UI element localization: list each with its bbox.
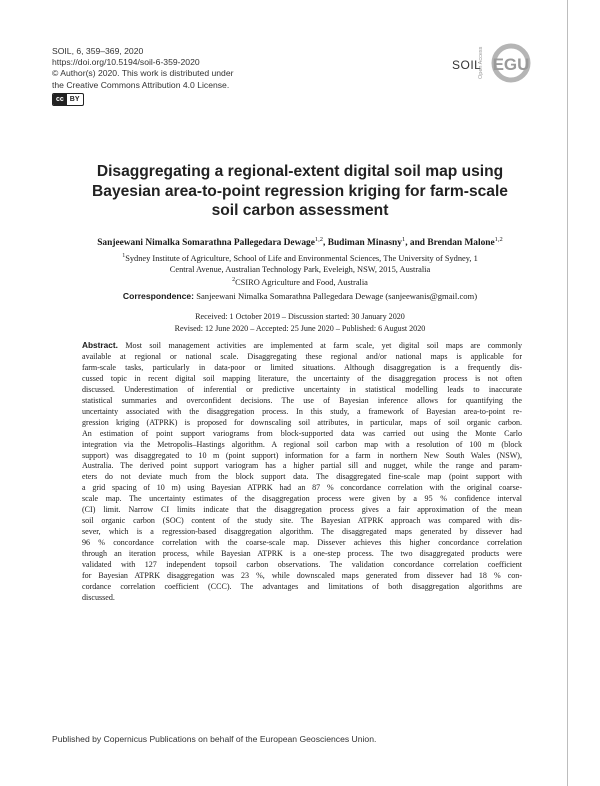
abstract-line: (CI) limit. Narrow CI limits indicate that the disaggregation process gives a fair approximation of the mean bbox=[82, 505, 522, 515]
affiliation-2 bbox=[80, 275, 520, 288]
cc-badge-label: cc bbox=[53, 94, 67, 105]
correspondence-text[interactable]: Sanjeewani Nimalka Somarathna Pallegedara Dewage (sanjeewanis@gmail.com) bbox=[194, 291, 478, 301]
egu-logo-text: EGU bbox=[492, 55, 530, 74]
affiliation-1 bbox=[80, 251, 520, 264]
author-list bbox=[40, 234, 560, 249]
affiliations bbox=[80, 251, 520, 288]
abstract-text: Most soil management activities are implemented at farm scale, yet digital soil maps are commonly bbox=[117, 341, 522, 350]
abstract-line: discussed. Underestimation of inferential or predictive uncertainty in statistical modelling leads to inaccurate bbox=[82, 384, 522, 394]
paper-title bbox=[60, 162, 540, 221]
title-line: Bayesian area-to-point regression kriging for farm-scale bbox=[92, 182, 508, 200]
abstract-line: available at regional or national scale. Disaggregating these regional and/or national maps is applicable for bbox=[82, 351, 522, 361]
correspondence-label: Correspondence: bbox=[122, 291, 195, 301]
correspondence bbox=[40, 291, 560, 301]
author-separator: , bbox=[323, 238, 328, 249]
abstract-line: uncertainty associated with the disaggregation process. In this study, a framework of Bayesian area-to-point re- bbox=[82, 406, 522, 416]
dates-line: Revised: 12 June 2020 – Accepted: 25 June 2020 – Published: 6 August 2020 bbox=[174, 323, 426, 333]
abstract-line: Australia. The derived point support variogram has a higher partial sill and nugget, while the range and param- bbox=[82, 461, 522, 471]
abstract-line: farm-scale tasks, particularly in data-poor or limited situations. Although disaggregation is a frequently dis- bbox=[82, 362, 522, 372]
abstract-last-line: discussed. bbox=[82, 592, 115, 602]
cc-by-license-icon[interactable] bbox=[52, 93, 84, 106]
abstract-line: validated with 127 independent topsoil carbon observations. The validation concordance correlation coefficient bbox=[82, 560, 522, 570]
publisher-footer: Published by Copernicus Publications on behalf of the European Geosciences Union. bbox=[52, 734, 377, 744]
title-line: soil carbon assessment bbox=[211, 202, 389, 219]
abstract-line: support) was disaggregated to 10 m (point support) information for a farm in northern New South Wales (NSW), bbox=[82, 450, 522, 460]
abstract-line: soil organic carbon (SOC) content of the study site. The Bayesian ATPRK approach was compared with dis- bbox=[82, 516, 522, 526]
affiliation-text: CSIRO Agriculture and Food, Australia bbox=[235, 278, 368, 287]
journal-reference: SOIL, 6, 359–369, 2020 bbox=[52, 46, 144, 56]
author-separator: , and bbox=[405, 238, 428, 249]
open-access-label: Open Access bbox=[478, 46, 484, 80]
author-name: Budiman Minasny bbox=[327, 238, 402, 249]
journal-name: SOIL bbox=[452, 58, 482, 72]
author-affiliation-marker: 1,2 bbox=[314, 236, 324, 243]
abstract-line: 96 % concordance correlation with the coarse-scale map. Dissever achieves this higher concordance correlation bbox=[82, 538, 522, 548]
abstract-first-line bbox=[82, 340, 522, 352]
journal-logo bbox=[452, 40, 552, 86]
article-meta bbox=[52, 46, 233, 106]
license-line-2: the Creative Commons Attribution 4.0 License. bbox=[52, 79, 230, 90]
abstract-line: through an iteration process, while Bayesian ATPRK is a one-step process. The two disaggregated products were bbox=[82, 549, 522, 559]
author-name: Sanjeewani Nimalka Somarathna Pallegedara Dewage bbox=[97, 238, 315, 249]
author-affiliation-marker: 1,2 bbox=[494, 236, 503, 243]
abstract-line: integration via the Metropolis–Hastings algorithm. A regional soil carbon map with a resolution of 100 m (block bbox=[82, 439, 522, 449]
abstract-line: statistical summaries and overconfident decisions. The use of Bayesian inference allows for quantifying the bbox=[82, 395, 522, 405]
abstract-line: cordance correlation coefficient (CCC). The advantages and limitations of both disaggregation algorithms are bbox=[82, 581, 522, 591]
doi-link[interactable]: https://doi.org/10.5194/soil-6-359-2020 bbox=[52, 57, 200, 68]
abstract-line: a grid spacing of 10 m) using Bayesian ATPRK had an 87 % concordance correlation with the original coarse- bbox=[82, 483, 522, 493]
author-affiliation-marker: 1 bbox=[401, 236, 406, 243]
page-margin-rule bbox=[567, 0, 568, 786]
publication-dates bbox=[100, 311, 500, 334]
abstract-line: for Bayesian ATPRK disaggregation was 23 %, while downscaled maps generated from dissever had 18 % con- bbox=[82, 571, 522, 581]
affiliation-marker: 1 bbox=[122, 253, 126, 259]
abstract-line: sever, which is a regression-based disaggregation algorithm. The disaggregated maps generated by dissever had bbox=[82, 527, 522, 537]
abstract-label: Abstract. bbox=[82, 340, 118, 350]
abstract-line: eters do not deviate much from the block support data. The disaggregated fine-scale map (point support with bbox=[82, 472, 522, 482]
abstract-line: An estimation of point support variograms from block-supported data was carried out using the Monte Carlo bbox=[82, 428, 522, 438]
affiliation-text: Sydney Institute of Agriculture, School of Life and Environmental Sciences, The University of Sydney, 1 bbox=[125, 253, 478, 263]
dates-line: Received: 1 October 2019 – Discussion started: 30 January 2020 bbox=[195, 312, 405, 321]
affiliation-1-cont: Central Avenue, Australian Technology Park, Eveleigh, NSW, 2015, Australia bbox=[169, 265, 431, 274]
abstract bbox=[82, 340, 522, 604]
affiliation-marker: 2 bbox=[232, 277, 236, 284]
abstract-line: cussed topic in recent digital soil mapping literature, the uncertainty of the disaggregation process is not often bbox=[82, 373, 522, 383]
abstract-line: gression kriging (ATPRK) is proposed for downscaling soil attributes, in particular, maps of soil organic carbon. bbox=[82, 417, 522, 427]
by-badge-label: BY bbox=[69, 95, 80, 103]
author-name: Brendan Malone bbox=[427, 238, 495, 249]
abstract-line: scale map. The uncertainty estimates of the disaggregation process were given by a 95 % confidence interval bbox=[82, 494, 522, 504]
title-line: Disaggregating a regional-extent digital soil map using bbox=[96, 163, 504, 180]
license-line-1: © Author(s) 2020. This work is distributed under bbox=[52, 68, 234, 79]
egu-logo-icon bbox=[488, 42, 548, 84]
